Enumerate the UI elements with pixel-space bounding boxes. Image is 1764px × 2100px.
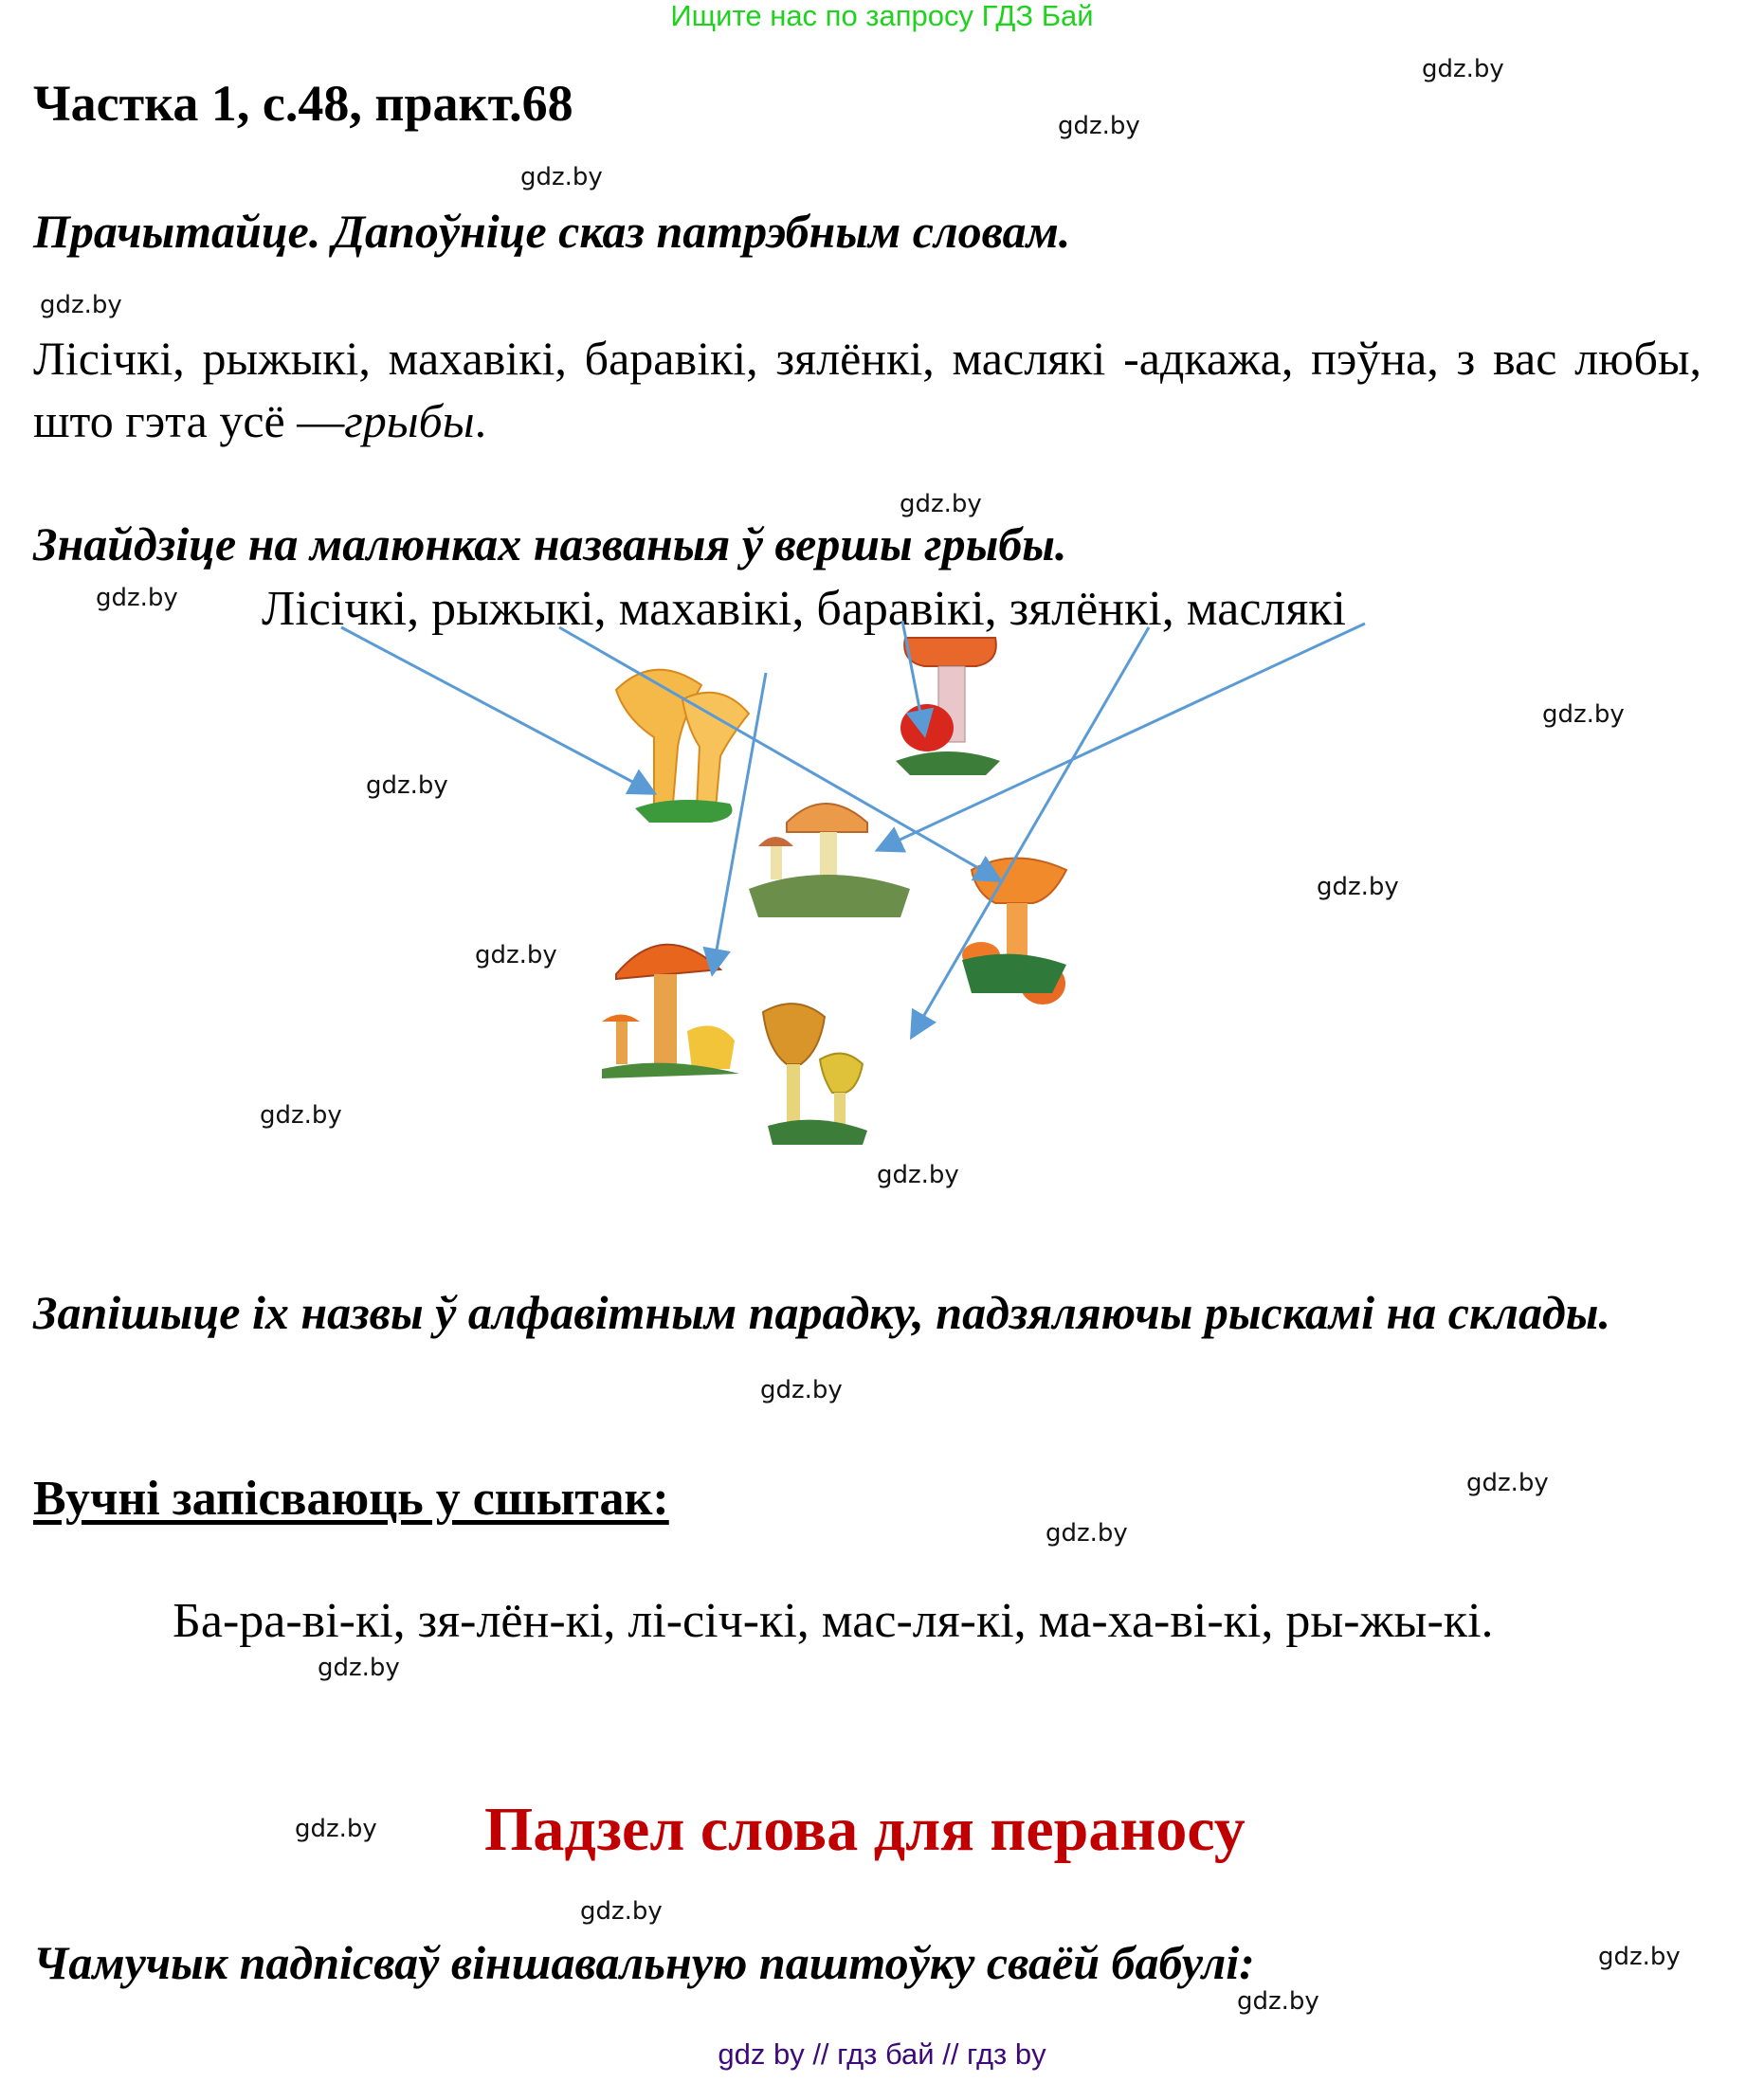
- task3-instruction: Запішыце іх назвы ў алфавітным парадку, падзяляючы рыскамі на склады.: [33, 1286, 1610, 1339]
- saffron-milk-cap-icon: [962, 859, 1066, 1005]
- watermark: gdz.by: [1422, 55, 1504, 83]
- mushroom-illustration: [597, 633, 1109, 1145]
- chanterelles-icon: [616, 670, 749, 823]
- mushroom-words-line: Лісічкі, рыжыкі, махавікі, баравікі, зялёнкі, маслякі: [262, 582, 1346, 636]
- task4-instruction: Чамучык падпісваў віншавальную паштоўку сваёй бабулі:: [33, 1936, 1255, 1989]
- watermark: gdz.by: [1237, 1987, 1319, 2016]
- butter-mushroom-icon: [749, 804, 910, 917]
- task2-instruction: Знайдзіце на малюнках названыя ў вершы грыбы.: [33, 517, 1067, 570]
- syllable-answer: Ба-ра-ві-кі, зя-лён-кі, лі-січ-кі, мас-ля-кі, ма-ха-ві-кі, ры-жы-кі.: [173, 1594, 1494, 1648]
- task1-paragraph: [33, 327, 1701, 452]
- watermark: gdz.by: [900, 490, 982, 518]
- paragraph-main: Лісічкі, рыжыкі, махавікі, баравікі, зялёнкі, маслякі -адкажа, пэўна, з вас любы, што гэта усё —: [33, 332, 1701, 447]
- watermark: gdz.by: [260, 1101, 342, 1130]
- watermark: gdz.by: [295, 1815, 377, 1843]
- watermark: gdz.by: [96, 584, 178, 612]
- watermark: gdz.by: [877, 1161, 959, 1189]
- footer-links: gdz by // гдз бай // гдз by: [718, 2037, 1046, 2071]
- watermark: gdz.by: [580, 1897, 663, 1926]
- watermark: gdz.by: [1046, 1519, 1128, 1548]
- watermark: gdz.by: [1466, 1469, 1549, 1497]
- page-title: Частка 1, с.48, практ.68: [33, 75, 573, 132]
- watermark: gdz.by: [1317, 873, 1399, 901]
- section-title: Падзел слова для пераносу: [484, 1795, 1246, 1864]
- watermark: gdz.by: [40, 291, 122, 319]
- watermark: gdz.by: [760, 1376, 843, 1404]
- greenfinch-icon: [763, 1004, 867, 1145]
- watermark: gdz.by: [318, 1654, 400, 1682]
- mushrooms-image: [597, 633, 1109, 1145]
- paragraph-answer: грыбы: [344, 394, 475, 447]
- watermark: gdz.by: [520, 163, 603, 191]
- boletus-icon: [602, 945, 739, 1078]
- students-write-heading: Вучні запісваюць у сшытак:: [33, 1472, 669, 1526]
- watermark: gdz.by: [475, 941, 557, 969]
- task1-instruction: Прачытайце. Дапоўніце сказ патрэбным словам.: [33, 205, 1071, 258]
- promo-header: Ищите нас по запросу ГДЗ Бай: [670, 0, 1094, 32]
- watermark: gdz.by: [366, 771, 448, 800]
- task3-instruction-line1: [33, 1281, 1701, 1344]
- watermark: gdz.by: [1542, 700, 1625, 729]
- watermark: gdz.by: [1598, 1943, 1681, 1971]
- russula-icon: [896, 638, 1000, 775]
- watermark: gdz.by: [1058, 112, 1140, 140]
- paragraph-end: .: [474, 394, 487, 447]
